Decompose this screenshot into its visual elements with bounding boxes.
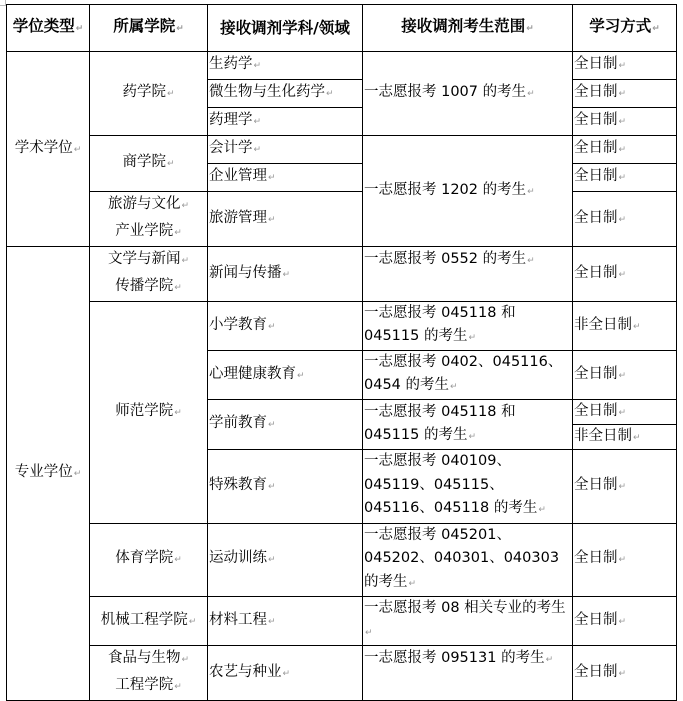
college-cell: 商学院↵ xyxy=(90,136,208,192)
table-row xyxy=(7,597,677,646)
subject-cell: 会计学↵ xyxy=(208,136,363,164)
college-cell: 文学与新闻↵ 传播学院↵ xyxy=(90,247,208,302)
mode-cell: 全日制↵ xyxy=(573,597,677,646)
mode-cell: 全日制↵ xyxy=(573,450,677,524)
subject-cell: 微生物与生化药学↵ xyxy=(208,80,363,108)
header-mode: 学习方式↵ xyxy=(573,5,677,52)
table-row xyxy=(7,523,677,597)
header-degree-type: 学位类型↵ xyxy=(7,5,90,52)
mode-cell: 全日制↵ xyxy=(573,646,677,701)
college-cell: 体育学院↵ xyxy=(90,523,208,597)
college-cell: 食品与生物↵ 工程学院↵ xyxy=(90,646,208,701)
mode-cell: 全日制↵ xyxy=(573,247,677,302)
subject-cell: 农艺与种业↵ xyxy=(208,646,363,701)
header-subject: 接收调剂学科/领域 xyxy=(208,5,363,52)
mode-cell: 非全日制↵ xyxy=(573,425,677,450)
mode-cell: 全日制↵ xyxy=(573,136,677,164)
subject-cell: 新闻与传播↵ xyxy=(208,247,363,302)
adjustment-table xyxy=(6,4,677,701)
subject-cell: 旅游管理↵ xyxy=(208,192,363,247)
college-cell: 旅游与文化↵ 产业学院↵ xyxy=(90,192,208,247)
college-cell: 药学院↵ xyxy=(90,52,208,136)
mode-cell: 非全日制↵ xyxy=(573,302,677,351)
table-row xyxy=(7,302,677,351)
subject-cell: 材料工程↵ xyxy=(208,597,363,646)
table-row xyxy=(7,192,677,247)
subject-cell: 小学教育↵ xyxy=(208,302,363,351)
range-cell: 一志愿报考 045118 和 045115 的考生↵ xyxy=(363,302,573,351)
subject-cell: 特殊教育↵ xyxy=(208,450,363,524)
header-college: 所属学院↵ xyxy=(90,5,208,52)
range-cell: 一志愿报考 1202 的考生↵ xyxy=(363,136,573,247)
mode-cell: 全日制↵ xyxy=(573,400,677,425)
subject-cell: 生药学↵ xyxy=(208,52,363,80)
mode-cell: 全日制↵ xyxy=(573,80,677,108)
mode-cell: 全日制↵ xyxy=(573,523,677,597)
mode-cell: 全日制↵ xyxy=(573,192,677,247)
range-cell: 一志愿报考 08 相关专业的考生↵ xyxy=(363,597,573,646)
header-range: 接收调剂考生范围↵ xyxy=(363,5,573,52)
table-row xyxy=(7,136,677,164)
subject-cell: 学前教育↵ xyxy=(208,400,363,450)
subject-cell: 药理学↵ xyxy=(208,108,363,136)
mode-cell: 全日制↵ xyxy=(573,351,677,400)
range-cell: 一志愿报考 045118 和 045115 的考生↵ xyxy=(363,400,573,450)
mode-cell: 全日制↵ xyxy=(573,108,677,136)
range-cell: 一志愿报考 0402、045116、0454 的考生↵ xyxy=(363,351,573,400)
mode-cell: 全日制↵ xyxy=(573,52,677,80)
range-cell: 一志愿报考 045201、045202、040301、040303 的考生↵ xyxy=(363,523,573,597)
subject-cell: 运动训练↵ xyxy=(208,523,363,597)
college-cell: 机械工程学院↵ xyxy=(90,597,208,646)
table-row xyxy=(7,646,677,701)
range-cell: 一志愿报考 095131 的考生↵ xyxy=(363,646,573,701)
table-row xyxy=(7,52,677,80)
header-row xyxy=(7,5,677,52)
degree-type-cell: 学术学位↵ xyxy=(7,52,90,247)
subject-cell: 心理健康教育↵ xyxy=(208,351,363,400)
mode-cell: 全日制↵ xyxy=(573,164,677,192)
range-cell: 一志愿报考 0552 的考生↵ xyxy=(363,247,573,302)
college-cell: 师范学院↵ xyxy=(90,302,208,524)
range-cell: 一志愿报考 1007 的考生↵ xyxy=(363,52,573,136)
degree-type-cell: 专业学位↵ xyxy=(7,247,90,701)
range-cell: 一志愿报考 040109、045119、045115、045116、045118 的考生↵ xyxy=(363,450,573,524)
subject-cell: 企业管理↵ xyxy=(208,164,363,192)
table-row xyxy=(7,247,677,302)
